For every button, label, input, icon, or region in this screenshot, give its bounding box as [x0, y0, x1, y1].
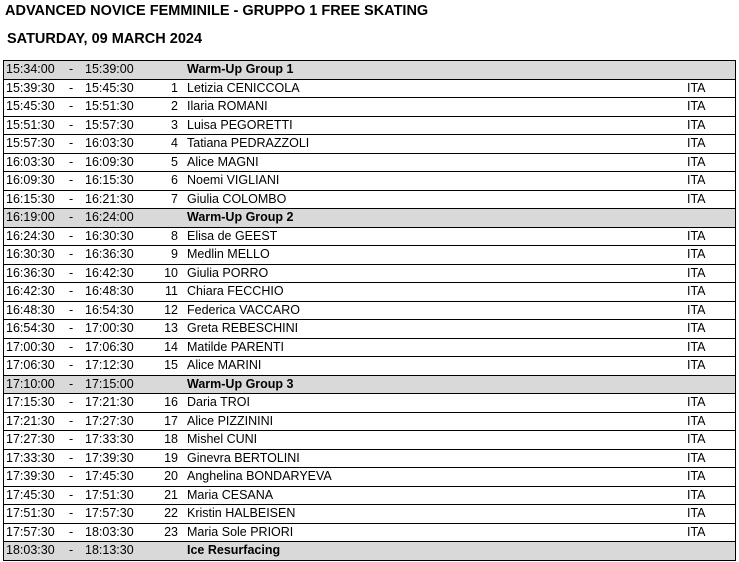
nation: ITA — [687, 99, 706, 113]
schedule-row — [3, 357, 736, 376]
start-time: 16:09:30 — [6, 173, 55, 187]
nation: ITA — [687, 284, 706, 298]
time-separator: - — [69, 210, 74, 224]
time-separator: - — [69, 506, 74, 520]
skater-name: Maria CESANA — [187, 487, 274, 502]
start-number: 17 — [164, 413, 178, 428]
start-time: 17:06:30 — [6, 358, 55, 372]
end-time: 16:42:30 — [85, 265, 134, 280]
skater-name: Matilde PARENTI — [187, 339, 285, 354]
nation: ITA — [687, 321, 706, 335]
time-separator: - — [69, 321, 74, 335]
skater-name: Giulia PORRO — [187, 265, 269, 280]
end-time: 16:48:30 — [85, 284, 134, 298]
skater-name: Letizia CENICCOLA — [187, 80, 300, 95]
time-separator: - — [69, 80, 74, 95]
skater-name: Alice PIZZININI — [187, 413, 274, 428]
skater-name: Kristin HALBEISEN — [187, 506, 296, 520]
start-time: 17:45:30 — [6, 487, 55, 502]
skater-name: Medlin MELLO — [187, 247, 270, 261]
time-separator: - — [69, 358, 74, 372]
skater-name: Greta REBESCHINI — [187, 321, 299, 335]
start-time: 15:39:30 — [6, 80, 55, 95]
time-separator: - — [69, 395, 74, 409]
schedule-group-row — [3, 61, 736, 80]
nation: ITA — [687, 487, 706, 502]
nation: ITA — [687, 395, 706, 409]
schedule-row — [3, 246, 736, 265]
end-time: 15:39:00 — [85, 62, 134, 76]
schedule-row — [3, 320, 736, 339]
start-time: 17:39:30 — [6, 469, 55, 483]
event-label: Ice Resurfacing — [187, 543, 281, 557]
start-number: 18 — [164, 432, 178, 446]
skater-name: Daria TROI — [187, 395, 250, 409]
skater-name: Alice MARINI — [187, 358, 262, 372]
skater-name: Ilaria ROMANI — [187, 99, 268, 113]
schedule-group-row — [3, 542, 736, 561]
time-separator: - — [69, 302, 74, 317]
start-time: 16:30:30 — [6, 247, 55, 261]
end-time: 17:39:30 — [85, 450, 134, 465]
nation: ITA — [687, 450, 706, 465]
start-number: 6 — [171, 173, 178, 187]
time-separator: - — [69, 432, 74, 446]
start-number: 22 — [164, 506, 178, 520]
start-time: 15:45:30 — [6, 99, 55, 113]
end-time: 15:45:30 — [85, 80, 134, 95]
time-separator: - — [69, 228, 74, 243]
skater-name: Elisa de GEEST — [187, 228, 278, 243]
nation: ITA — [687, 154, 706, 169]
schedule-row — [3, 191, 736, 210]
start-number: 2 — [171, 99, 178, 113]
start-time: 15:51:30 — [6, 117, 55, 132]
start-number: 9 — [171, 247, 178, 261]
nation: ITA — [687, 506, 706, 520]
time-separator: - — [69, 543, 74, 557]
start-time: 17:15:30 — [6, 395, 55, 409]
start-time: 17:51:30 — [6, 506, 55, 520]
start-time: 16:24:30 — [6, 228, 55, 243]
end-time: 16:09:30 — [85, 154, 134, 169]
skater-name: Mishel CUNI — [187, 432, 258, 446]
nation: ITA — [687, 80, 706, 95]
start-number: 23 — [164, 524, 178, 539]
nation: ITA — [687, 413, 706, 428]
time-separator: - — [69, 247, 74, 261]
time-separator: - — [69, 136, 74, 150]
end-time: 15:51:30 — [85, 99, 134, 113]
end-time: 17:00:30 — [85, 321, 134, 335]
start-time: 16:54:30 — [6, 321, 55, 335]
start-number: 16 — [164, 395, 178, 409]
start-number: 11 — [165, 284, 178, 298]
schedule-group-row — [3, 376, 736, 395]
schedule-row — [3, 413, 736, 432]
end-time: 16:21:30 — [85, 191, 134, 206]
start-number: 8 — [171, 228, 178, 243]
start-time: 16:48:30 — [6, 302, 55, 317]
time-separator: - — [69, 284, 74, 298]
start-number: 13 — [164, 321, 178, 335]
schedule-row — [3, 524, 736, 543]
nation: ITA — [687, 117, 706, 132]
start-time: 16:15:30 — [6, 191, 55, 206]
start-time: 17:10:00 — [6, 376, 55, 391]
skater-name: Luisa PEGORETTI — [187, 117, 293, 132]
nation: ITA — [687, 191, 706, 206]
end-time: 18:03:30 — [85, 524, 134, 539]
nation: ITA — [687, 247, 706, 261]
start-time: 16:42:30 — [6, 284, 55, 298]
schedule-row — [3, 468, 736, 487]
time-separator: - — [69, 117, 74, 132]
start-number: 19 — [164, 450, 178, 465]
event-label: Warm-Up Group 3 — [187, 376, 294, 391]
time-separator: - — [69, 413, 74, 428]
nation: ITA — [687, 339, 706, 354]
time-separator: - — [69, 99, 74, 113]
start-time: 17:57:30 — [6, 524, 55, 539]
start-number: 21 — [164, 487, 178, 502]
start-number: 5 — [171, 154, 178, 169]
schedule-row — [3, 450, 736, 469]
schedule-row — [3, 117, 736, 136]
nation: ITA — [687, 358, 706, 372]
skater-name: Noemi VIGLIANI — [187, 173, 280, 187]
start-number: 3 — [171, 117, 178, 132]
schedule-row — [3, 339, 736, 358]
time-separator: - — [69, 154, 74, 169]
start-time: 15:34:00 — [6, 62, 55, 76]
schedule-row — [3, 135, 736, 154]
end-time: 16:15:30 — [85, 173, 134, 187]
nation: ITA — [687, 432, 706, 446]
schedule-row — [3, 283, 736, 302]
start-time: 17:27:30 — [6, 432, 55, 446]
start-number: 15 — [164, 358, 178, 372]
schedule-row — [3, 154, 736, 173]
end-time: 17:45:30 — [85, 469, 134, 483]
event-label: Warm-Up Group 2 — [187, 210, 294, 224]
end-time: 17:33:30 — [85, 432, 134, 446]
time-separator: - — [69, 265, 74, 280]
nation: ITA — [687, 524, 706, 539]
time-separator: - — [69, 62, 74, 76]
schedule-row — [3, 505, 736, 524]
schedule-row — [3, 265, 736, 284]
nation: ITA — [687, 265, 706, 280]
time-separator: - — [69, 524, 74, 539]
start-time: 16:03:30 — [6, 154, 55, 169]
page-title: ADVANCED NOVICE FEMMINILE - GRUPPO 1 FREE SKATING — [5, 3, 429, 19]
schedule-row — [3, 487, 736, 506]
skater-name: Anghelina BONDARYEVA — [187, 469, 332, 483]
time-separator: - — [69, 487, 74, 502]
end-time: 16:24:00 — [85, 210, 134, 224]
end-time: 17:15:00 — [85, 376, 134, 391]
time-separator: - — [69, 173, 74, 187]
start-number: 1 — [171, 80, 178, 95]
start-time: 17:33:30 — [6, 450, 55, 465]
event-label: Warm-Up Group 1 — [187, 62, 294, 76]
schedule-row — [3, 394, 736, 413]
end-time: 17:21:30 — [85, 395, 134, 409]
start-time: 16:36:30 — [6, 265, 55, 280]
schedule-table — [3, 60, 736, 561]
time-separator: - — [69, 469, 74, 483]
start-number: 10 — [164, 265, 178, 280]
start-number: 20 — [164, 469, 178, 483]
schedule-row — [3, 80, 736, 99]
time-separator: - — [69, 339, 74, 354]
skater-name: Maria Sole PRIORI — [187, 524, 294, 539]
skater-name: Federica VACCARO — [187, 302, 300, 317]
skater-name: Giulia COLOMBO — [187, 191, 287, 206]
schedule-row — [3, 228, 736, 247]
skater-name: Alice MAGNI — [187, 154, 259, 169]
schedule-group-row — [3, 209, 736, 228]
schedule-row — [3, 172, 736, 191]
skater-name: Ginevra BERTOLINI — [187, 450, 300, 465]
schedule-row — [3, 431, 736, 450]
start-number: 7 — [171, 191, 178, 206]
start-time: 18:03:30 — [6, 543, 55, 557]
nation: ITA — [687, 469, 706, 483]
event-date: SATURDAY, 09 MARCH 2024 — [7, 31, 203, 47]
nation: ITA — [687, 228, 706, 243]
time-separator: - — [69, 376, 74, 391]
start-time: 15:57:30 — [6, 136, 55, 150]
start-number: 14 — [164, 339, 178, 354]
end-time: 17:51:30 — [85, 487, 134, 502]
skater-name: Chiara FECCHIO — [187, 284, 284, 298]
end-time: 16:30:30 — [85, 228, 134, 243]
skater-name: Tatiana PEDRAZZOLI — [187, 136, 310, 150]
end-time: 17:27:30 — [85, 413, 134, 428]
nation: ITA — [687, 302, 706, 317]
start-time: 17:21:30 — [6, 413, 55, 428]
schedule-row — [3, 302, 736, 321]
end-time: 15:57:30 — [85, 117, 134, 132]
end-time: 17:12:30 — [85, 358, 134, 372]
end-time: 17:06:30 — [85, 339, 134, 354]
end-time: 16:03:30 — [85, 136, 134, 150]
nation: ITA — [687, 173, 706, 187]
schedule-row — [3, 98, 736, 117]
end-time: 18:13:30 — [85, 543, 134, 557]
start-number: 4 — [171, 136, 178, 150]
time-separator: - — [69, 191, 74, 206]
time-separator: - — [69, 450, 74, 465]
end-time: 17:57:30 — [85, 506, 134, 520]
start-number: 12 — [164, 302, 178, 317]
end-time: 16:36:30 — [85, 247, 134, 261]
start-time: 16:19:00 — [6, 210, 55, 224]
end-time: 16:54:30 — [85, 302, 134, 317]
nation: ITA — [687, 136, 706, 150]
start-time: 17:00:30 — [6, 339, 55, 354]
